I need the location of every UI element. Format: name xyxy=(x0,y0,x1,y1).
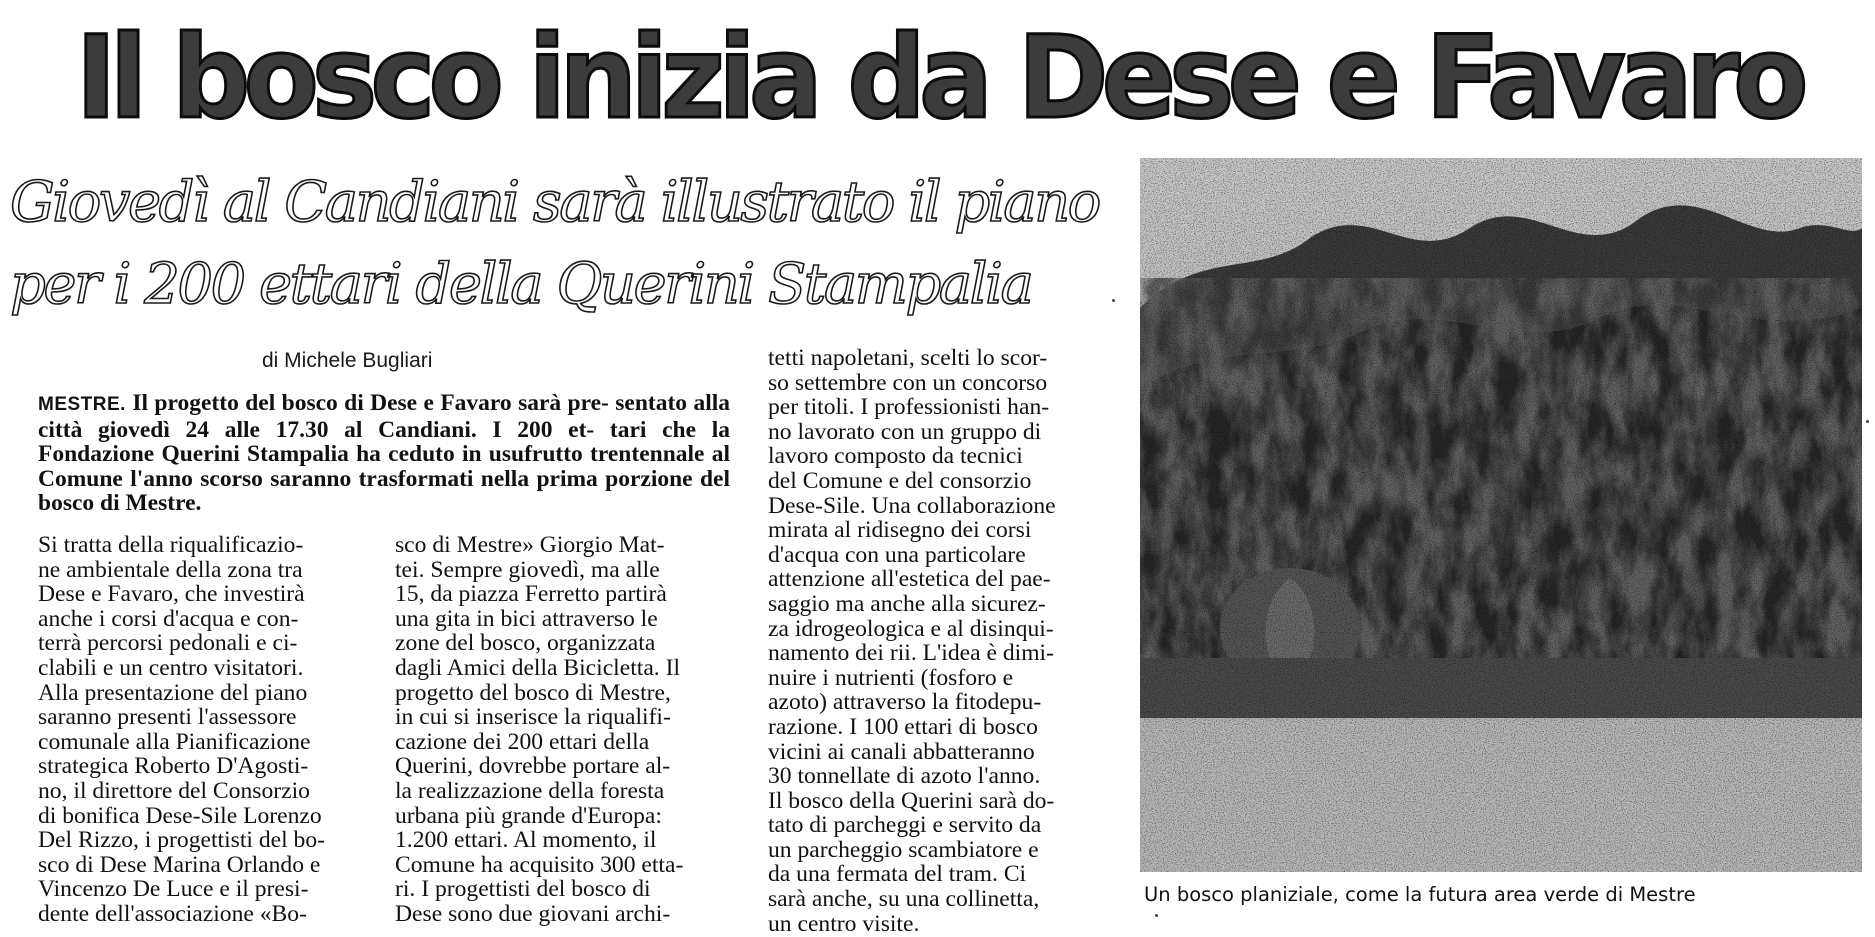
column-line: un parcheggio scambiatore e xyxy=(768,836,1039,863)
headline: Il bosco inizia da Dese e Favaro xyxy=(75,11,1802,144)
column-line: lavoro composto da tecnici xyxy=(768,443,1023,470)
column-line: saggio ma anche alla sicurez- xyxy=(768,590,1046,617)
lead-text: usufrutto trentennale al Comune l'anno scorso saranno xyxy=(38,441,730,492)
print-speck xyxy=(1155,914,1158,917)
lead-paragraph xyxy=(38,391,730,516)
column-line: in cui si inserisce la riqualifi- xyxy=(395,704,671,731)
print-speck xyxy=(1112,299,1115,302)
column-line: mirata al ridisegno dei corsi xyxy=(768,517,1032,544)
column-line: sarà anche, su una collinetta, xyxy=(768,886,1040,913)
column-line: sco di Mestre» Giorgio Mat- xyxy=(395,532,665,558)
lead-text: trasformati nella prima porzione del bosco di Mestre. xyxy=(38,465,730,517)
article-column-2 xyxy=(395,533,732,927)
column-line: urbana più grande d'Europa: xyxy=(395,802,662,829)
byline: di Michele Bugliari xyxy=(262,349,433,372)
photo-caption: Un bosco planiziale, come la futura area verde di Mestre xyxy=(1144,883,1696,906)
print-speck xyxy=(1866,420,1869,423)
column-line: anche i corsi d'acqua e con- xyxy=(38,605,299,632)
column-line: tato di parcheggi e servito da xyxy=(768,812,1042,839)
column-line: clabili e un centro visitatori. xyxy=(38,654,304,681)
column-line: terrà percorsi pedonali e ci- xyxy=(38,630,298,657)
subtitle-line: Giovedì al Candiani sarà illustrato il piano xyxy=(10,170,1099,235)
column-line: sco di Dese Marina Orlando e xyxy=(38,851,321,878)
column-line: Dese e Favaro, che investirà xyxy=(38,581,305,608)
print-speck xyxy=(1208,320,1211,323)
subtitle xyxy=(10,162,1120,326)
column-line: di bonifica Dese-Sile Lorenzo xyxy=(38,802,322,829)
column-line: per titoli. I professionisti han- xyxy=(768,394,1050,421)
column-line: da una fermata del tram. Ci xyxy=(768,861,1027,888)
column-line: Querini, dovrebbe portare al- xyxy=(395,753,671,780)
column-line: comunale alla Pianificazione xyxy=(38,728,311,755)
column-line: Alla presentazione del piano xyxy=(38,679,308,706)
article-column-3 xyxy=(768,346,1108,936)
column-line: zone del bosco, organizzata xyxy=(395,630,656,657)
subtitle-line: per i 200 ettari della Querini Stampalia xyxy=(10,252,1032,317)
column-line: dente dell'associazione «Bo- xyxy=(38,900,307,927)
column-line: d'acqua con una particolare xyxy=(768,541,1026,568)
column-line: Si tratta della riqualificazio- xyxy=(38,532,304,558)
column-line: dagli Amici della Bicicletta. Il xyxy=(395,654,681,681)
column-line: 15, da piazza Ferretto partirà xyxy=(395,581,667,608)
column-line: ri. I progettisti del bosco di xyxy=(395,876,651,903)
column-line: so settembre con un concorso xyxy=(768,369,1048,396)
column-line: una gita in bici attraverso le xyxy=(395,605,658,632)
column-line: za idrogeologica e al disinqui- xyxy=(768,615,1054,642)
column-line: tei. Sempre giovedì, ma alle xyxy=(395,556,660,583)
column-line: azoto) attraverso la fitodepu- xyxy=(768,689,1042,716)
column-line: strategica Roberto D'Agosti- xyxy=(38,753,309,780)
column-line: Dese-Sile. Una collaborazione xyxy=(768,492,1056,519)
lead-text: sentato alla città giovedì 24 alle 17.30 al Candiani. I 200 et- xyxy=(38,390,731,443)
column-line: no, il direttore del Consorzio xyxy=(38,777,310,804)
column-line: progetto del bosco di Mestre, xyxy=(395,679,671,706)
lead-text: tari che la Fondazione Querini Stampalia ha ceduto in xyxy=(38,416,731,468)
column-line: attenzione all'estetica del pae- xyxy=(768,566,1051,593)
column-line: Dese sono due giovani archi- xyxy=(395,900,671,927)
forest-photo-image xyxy=(1140,158,1862,872)
column-line: Del Rizzo, i progettisti del bo- xyxy=(38,827,325,854)
column-line: no lavorato con un gruppo di xyxy=(768,418,1042,445)
column-line: ne ambientale della zona tra xyxy=(38,556,303,583)
column-line: tetti napoletani, scelti lo scor- xyxy=(768,345,1048,371)
column-line: la realizzazione della foresta xyxy=(395,777,665,804)
column-line: cazione dei 200 ettari della xyxy=(395,728,650,755)
column-line: Vincenzo De Luce e il presi- xyxy=(38,876,309,903)
column-line: 1.200 ettari. Al momento, il xyxy=(395,827,657,854)
column-line: nuire i nutrienti (fosforo e xyxy=(768,664,1014,691)
column-line: razione. I 100 ettari di bosco xyxy=(768,713,1038,740)
column-line: vicini ai canali abbatteranno xyxy=(768,738,1035,765)
column-line: del Comune e del consorzio xyxy=(768,467,1032,494)
column-line: saranno presenti l'assessore xyxy=(38,704,297,731)
article-column-1 xyxy=(38,533,376,927)
column-line: namento dei rii. L'idea è dimi- xyxy=(768,640,1054,667)
dateline: MESTRE. xyxy=(38,394,126,415)
forest-photo xyxy=(1140,158,1862,872)
column-line: 30 tonnellate di azoto l'anno. xyxy=(768,763,1041,790)
column-line: un centro visite. xyxy=(768,910,920,937)
lead-text: Il progetto del bosco di Dese e Favaro sarà pre- xyxy=(132,390,609,416)
column-line: Il bosco della Querini sarà do- xyxy=(768,787,1055,814)
column-line: Comune ha acquisito 300 etta- xyxy=(395,851,684,878)
